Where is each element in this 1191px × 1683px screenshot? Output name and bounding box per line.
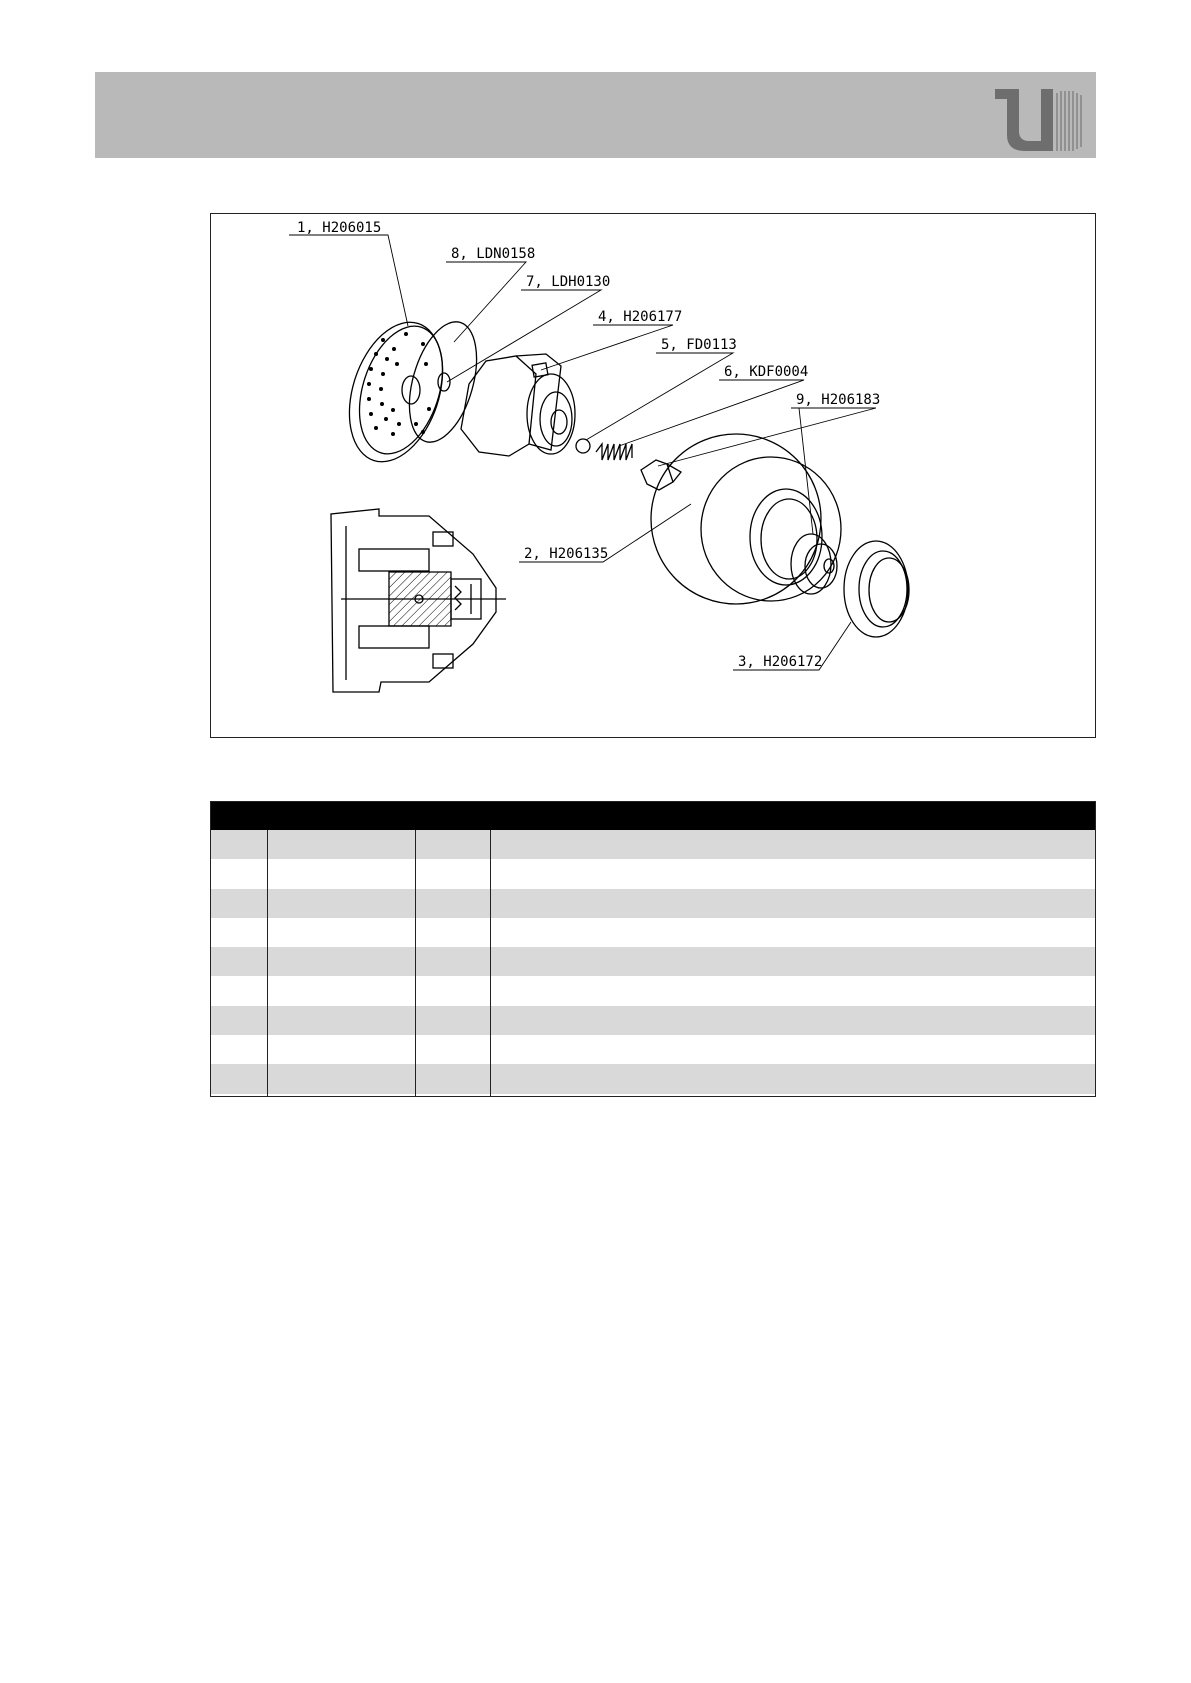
callout-5-label: 5, FD0113 (661, 337, 737, 353)
leader-5 (586, 353, 733, 440)
part-6-spring (596, 444, 632, 460)
leader-6 (619, 380, 804, 446)
exploded-drawing (211, 214, 1095, 737)
table-row (211, 889, 1095, 918)
part-5-ball (576, 439, 590, 453)
part-9-nozzle (641, 460, 681, 490)
callout-2-label: 2, H206135 (524, 546, 609, 562)
leader-1 (289, 235, 408, 326)
part-7-ring (438, 373, 450, 391)
table-header (211, 802, 1095, 830)
exploded-view-figure (210, 213, 1096, 738)
part-2-cap (651, 434, 841, 604)
table-row (211, 918, 1095, 947)
callout-3-label: 3, H206172 (738, 654, 823, 670)
table-row (211, 976, 1095, 1005)
header-band (95, 72, 1096, 158)
column-divider (415, 830, 416, 1096)
brand-logo (995, 89, 1087, 151)
callout-8-label: 8, LDN0158 (451, 246, 536, 262)
leader-4 (541, 325, 673, 370)
part-1-disc (333, 310, 459, 474)
parts-table (210, 801, 1096, 1097)
table-row (211, 1035, 1095, 1064)
part-3-ring (844, 541, 909, 637)
table-row (211, 947, 1095, 976)
part-9-tip (791, 534, 837, 594)
column-divider (267, 830, 268, 1096)
table-row (211, 859, 1095, 888)
table-row (211, 1006, 1095, 1035)
table-row (211, 830, 1095, 859)
leader-8 (446, 262, 526, 342)
callout-1-label: 1, H206015 (297, 220, 382, 236)
column-divider (490, 830, 491, 1096)
part-4-body (461, 354, 575, 456)
table-row (211, 1064, 1095, 1093)
leader-7 (447, 290, 601, 382)
callout-6-label: 6, KDF0004 (724, 364, 809, 380)
cross-section-view (331, 509, 506, 692)
callout-7-label: 7, LDH0130 (526, 274, 611, 290)
part-8-ring (397, 314, 489, 450)
callout-4-label: 4, H206177 (598, 309, 683, 325)
callout-9-label: 9, H206183 (796, 392, 881, 408)
